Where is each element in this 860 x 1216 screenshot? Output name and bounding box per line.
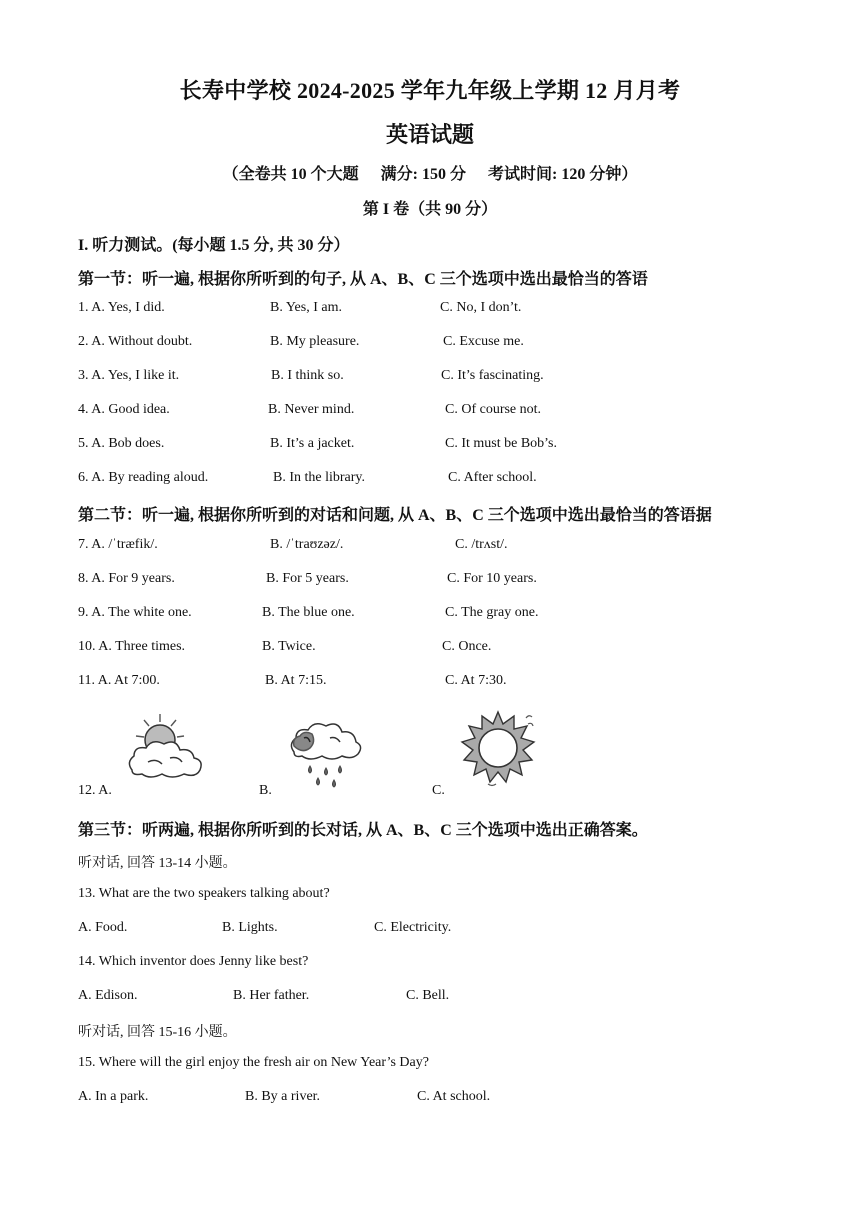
option-a: 10. A. Three times. [78, 639, 186, 654]
volume-heading: 第 I 卷（共 90 分） [362, 201, 498, 218]
question-row [0, 988, 860, 1008]
option-b: B. Twice. [262, 639, 316, 654]
question-row-12 [0, 783, 860, 803]
option-c: C. Once. [442, 639, 492, 654]
option-c: C. /trʌst/. [455, 537, 508, 552]
exam-info-time: 考试时间: 120 分钟） [488, 166, 638, 183]
question-row [0, 571, 860, 591]
option-b: B. Her father. [233, 988, 310, 1003]
option-c: C. It must be Bob’s. [445, 436, 558, 451]
question-row [0, 436, 860, 456]
option-a: 2. A. Without doubt. [78, 334, 193, 349]
exam-info-parts: （全卷共 10 个大题 [222, 166, 359, 183]
option-a: 1. A. Yes, I did. [78, 300, 165, 315]
option-a: 7. A. /ˈtræfik/. [78, 537, 158, 552]
option-b: B. Yes, I am. [270, 300, 342, 315]
option-a: 3. A. Yes, I like it. [78, 368, 180, 383]
option-c: C. No, I don’t. [440, 300, 522, 315]
question-row [0, 673, 860, 693]
option-a: A. Edison. [78, 988, 138, 1003]
exam-title: 长寿中学校 2024-2025 学年九年级上学期 12 月月考 [179, 78, 681, 103]
option-c: C. After school. [448, 470, 537, 485]
option-b: B. By a river. [245, 1089, 321, 1104]
dialogue-intro: 听对话, 回答 15-16 小题。 [78, 1025, 237, 1040]
question-row [0, 605, 860, 625]
question-row [0, 334, 860, 354]
option-b: B. Never mind. [268, 402, 355, 417]
question-row [0, 300, 860, 320]
sun-icon [460, 710, 540, 794]
option-c: C. Bell. [406, 988, 450, 1003]
option-b: B. /ˈtraʊzəz/. [270, 537, 344, 552]
option-a: 8. A. For 9 years. [78, 571, 175, 586]
option-c: C. Electricity. [374, 920, 452, 935]
option-b: B. In the library. [273, 470, 366, 485]
option-b: B. The blue one. [262, 605, 355, 620]
option-b: B. Lights. [222, 920, 278, 935]
option-c: C. At school. [417, 1089, 491, 1104]
option-b: B. [259, 783, 272, 798]
option-c: C. Of course not. [445, 402, 542, 417]
option-b: B. It’s a jacket. [270, 436, 355, 451]
part1-heading: I. 听力测试。(每小题 1.5 分, 共 30 分） [78, 237, 350, 254]
question-row [0, 920, 860, 940]
option-b: B. For 5 years. [266, 571, 349, 586]
option-b: B. At 7:15. [265, 673, 327, 688]
option-a: 6. A. By reading aloud. [78, 470, 209, 485]
option-a: A. In a park. [78, 1089, 149, 1104]
question-13: 13. What are the two speakers talking about? [78, 886, 330, 901]
option-c: C. [432, 783, 445, 798]
question-14: 14. Which inventor does Jenny like best? [78, 954, 309, 969]
option-b: B. My pleasure. [270, 334, 360, 349]
sun-behind-cloud-icon [122, 712, 208, 780]
exam-info-score: 满分: 150 分 [380, 166, 466, 183]
option-c: C. At 7:30. [445, 673, 507, 688]
exam-subject: 英语试题 [385, 122, 474, 147]
question-15: 15. Where will the girl enjoy the fresh air on New Year’s Day? [78, 1055, 429, 1070]
option-b: B. I think so. [271, 368, 344, 383]
question-row [0, 402, 860, 422]
option-a: 12. A. [78, 783, 112, 798]
exam-info [0, 161, 860, 184]
option-a: 5. A. Bob does. [78, 436, 165, 451]
option-c: C. It’s fascinating. [441, 368, 544, 383]
section3-heading: 第三节：听两遍, 根据你所听到的长对话, 从 A、B、C 三个选项中选出正确答案。 [78, 822, 648, 839]
option-c: C. The gray one. [445, 605, 539, 620]
option-a: 11. A. At 7:00. [78, 673, 160, 688]
section1-heading: 第一节：听一遍, 根据你所听到的句子, 从 A、B、C 三个选项中选出最恰当的答语 [78, 271, 648, 288]
question-row [0, 537, 860, 557]
dialogue-intro: 听对话, 回答 13-14 小题。 [78, 856, 237, 871]
section2-heading: 第二节：听一遍, 根据你所听到的对话和问题, 从 A、B、C 三个选项中选出最恰当的答语据 [78, 507, 712, 524]
question-row [0, 1089, 860, 1109]
option-c: C. For 10 years. [447, 571, 537, 586]
option-a: 4. A. Good idea. [78, 402, 170, 417]
question-row [0, 368, 860, 388]
question-row [0, 639, 860, 659]
option-a: 9. A. The white one. [78, 605, 192, 620]
question-row [0, 470, 860, 490]
option-c: C. Excuse me. [443, 334, 524, 349]
option-a: A. Food. [78, 920, 128, 935]
